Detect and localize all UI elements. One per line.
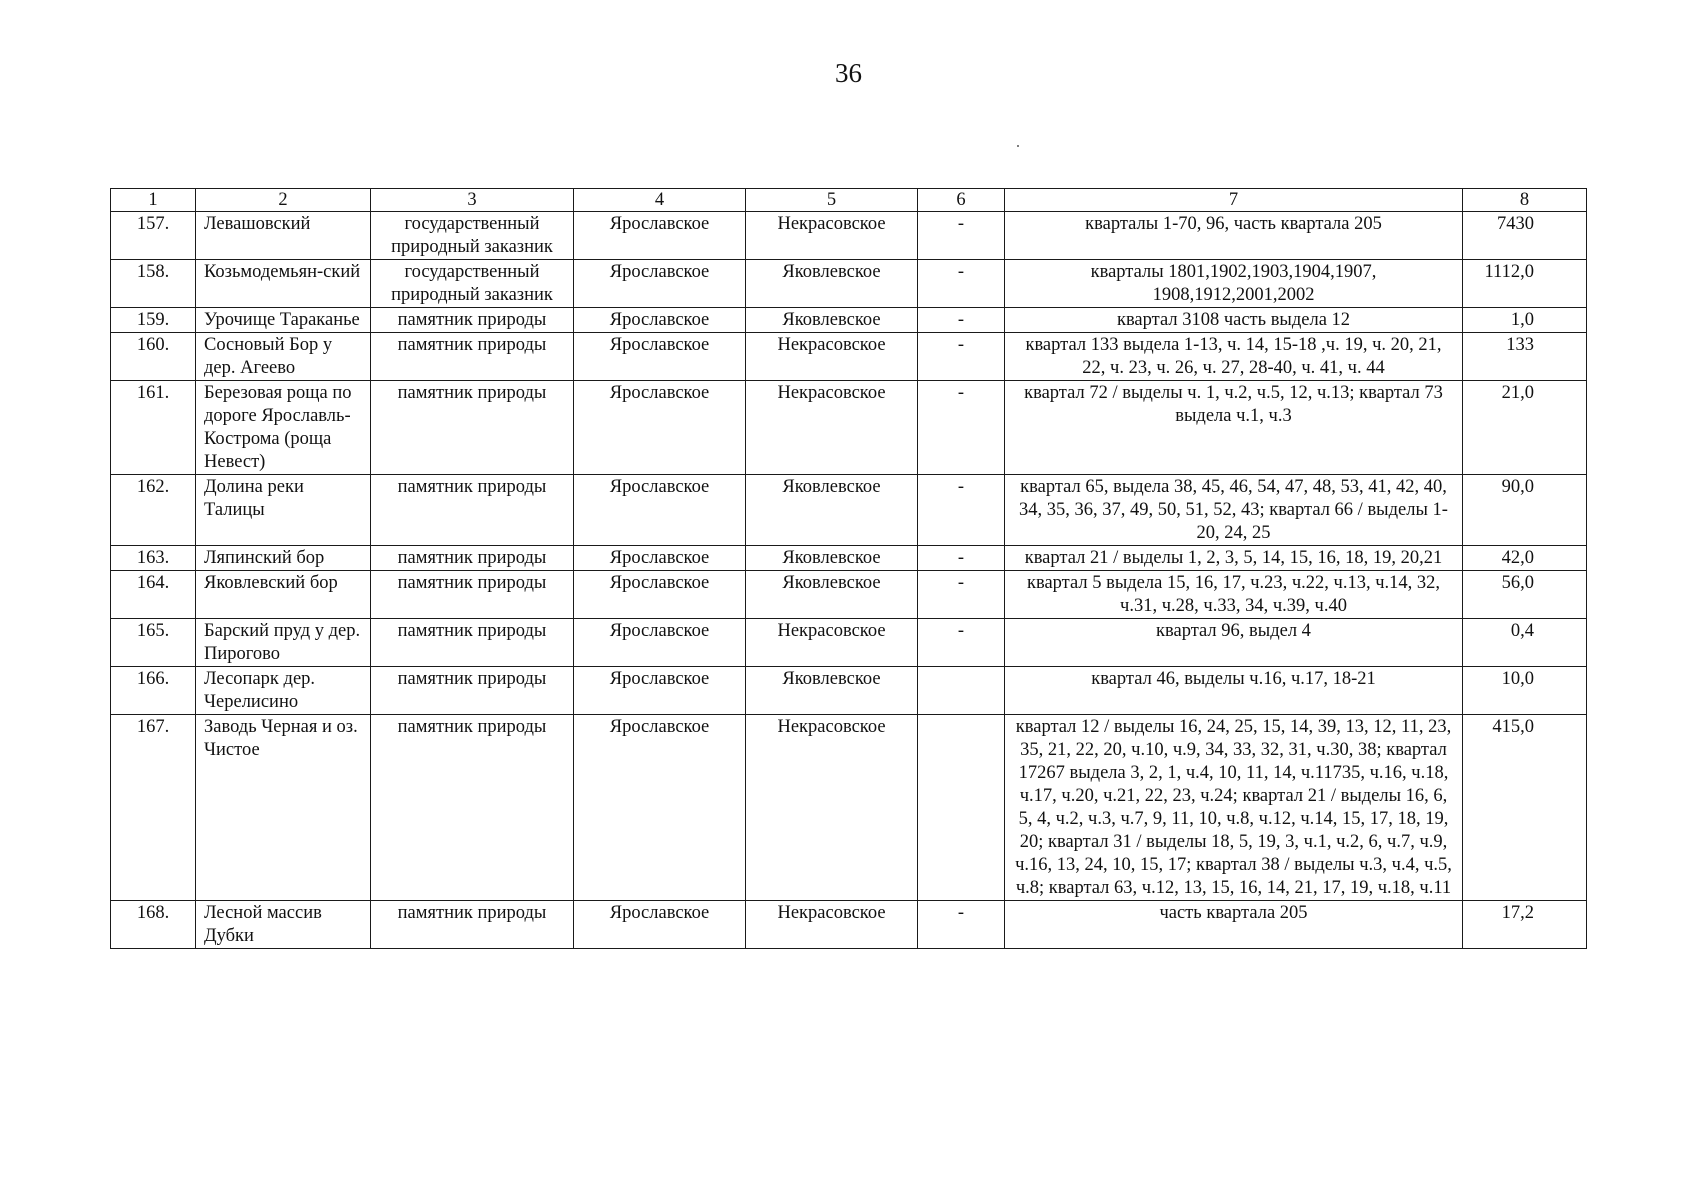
object-name: Ляпинский бор (196, 546, 371, 571)
area-value: 56,0 (1463, 571, 1587, 619)
object-category: памятник природы (371, 571, 574, 619)
forestry: Ярославское (574, 212, 746, 260)
column-6-value: - (918, 308, 1005, 333)
table-row (111, 715, 1587, 901)
table-row (111, 619, 1587, 667)
area-value: 133 (1463, 333, 1587, 381)
header-cell: 3 (371, 189, 574, 212)
row-number: 161. (111, 381, 196, 475)
row-number: 168. (111, 901, 196, 949)
object-name: Заводь Черная и оз. Чистое (196, 715, 371, 901)
forestry: Ярославское (574, 571, 746, 619)
district-forestry: Некрасовское (746, 619, 918, 667)
district-forestry: Некрасовское (746, 381, 918, 475)
district-forestry: Яковлевское (746, 260, 918, 308)
table-row (111, 546, 1587, 571)
row-number: 163. (111, 546, 196, 571)
row-number: 158. (111, 260, 196, 308)
object-category: памятник природы (371, 308, 574, 333)
column-6-value: - (918, 260, 1005, 308)
table-row (111, 667, 1587, 715)
object-category: памятник природы (371, 901, 574, 949)
location-description: квартал 72 / выделы ч. 1, ч.2, ч.5, 12, ч.13; квартал 73 выдела ч.1, ч.3 (1005, 381, 1463, 475)
area-value: 7430 (1463, 212, 1587, 260)
table-row (111, 212, 1587, 260)
column-6-value: - (918, 381, 1005, 475)
location-description: квартал 133 выдела 1-13, ч. 14, 15-18 ,ч. 19, ч. 20, 21, 22, ч. 23, ч. 26, ч. 27, 28-40, ч. 41, ч. 44 (1005, 333, 1463, 381)
scan-speck (1017, 145, 1019, 147)
column-6-value: - (918, 901, 1005, 949)
table-row (111, 333, 1587, 381)
location-description: квартал 3108 часть выдела 12 (1005, 308, 1463, 333)
header-cell: 4 (574, 189, 746, 212)
district-forestry: Некрасовское (746, 333, 918, 381)
table-row (111, 901, 1587, 949)
column-6-value (918, 715, 1005, 901)
row-number: 164. (111, 571, 196, 619)
header-cell: 1 (111, 189, 196, 212)
header-cell: 6 (918, 189, 1005, 212)
table-row (111, 475, 1587, 546)
area-value: 1112,0 (1463, 260, 1587, 308)
location-description: часть квартала 205 (1005, 901, 1463, 949)
table-row (111, 308, 1587, 333)
page-number: 36 (835, 58, 862, 88)
forestry: Ярославское (574, 901, 746, 949)
column-6-value: - (918, 546, 1005, 571)
forestry: Ярославское (574, 619, 746, 667)
forestry: Ярославское (574, 475, 746, 546)
column-6-value: - (918, 333, 1005, 381)
forestry: Ярославское (574, 308, 746, 333)
location-description: квартал 12 / выделы 16, 24, 25, 15, 14, 39, 13, 12, 11, 23, 35, 21, 22, 20, ч.10, ч.9, 34, 33, 32, 31, ч.30, 38; квартал 17267 выдела 3, 2, 1, ч.4, 10, 11, 14, ч.11735, ч.16, ч.18, ч.17, ч.20, ч.21, 22, 23, ч.24; квартал 21 / выделы 16, 6, 5, 4, ч.2, ч.3, ч.7, 9, 11, 10, ч.8, ч.12, ч.14, 15, 17, 18, 19, 20; квартал 31 / выделы 18, 5, 19, 3, ч.1, ч.2, 6, ч.7, ч.9, ч.16, 13, 24, 10, 15, 17; квартал 38 / выделы ч.3, ч.4, ч.5, ч.8; квартал 63, ч.12, 13, 15, 16, 14, 21, 17, 19, ч.18, ч.11 (1005, 715, 1463, 901)
object-name: Лесопарк дер. Черелисино (196, 667, 371, 715)
location-description: квартал 21 / выделы 1, 2, 3, 5, 14, 15, 16, 18, 19, 20,21 (1005, 546, 1463, 571)
area-value: 17,2 (1463, 901, 1587, 949)
object-name: Долина реки Талицы (196, 475, 371, 546)
object-category: памятник природы (371, 619, 574, 667)
district-forestry: Яковлевское (746, 475, 918, 546)
forestry: Ярославское (574, 260, 746, 308)
column-6-value: - (918, 212, 1005, 260)
row-number: 162. (111, 475, 196, 546)
location-description: квартал 5 выдела 15, 16, 17, ч.23, ч.22, ч.13, ч.14, 32, ч.31, ч.28, ч.33, 34, ч.39, ч.40 (1005, 571, 1463, 619)
district-forestry: Яковлевское (746, 667, 918, 715)
object-name: Левашовский (196, 212, 371, 260)
object-name: Лесной массив Дубки (196, 901, 371, 949)
district-forestry: Яковлевское (746, 571, 918, 619)
column-6-value: - (918, 571, 1005, 619)
header-cell: 7 (1005, 189, 1463, 212)
area-value: 0,4 (1463, 619, 1587, 667)
protected-areas-table (110, 188, 1587, 949)
object-category: государственный природный заказник (371, 212, 574, 260)
district-forestry: Яковлевское (746, 546, 918, 571)
object-category: памятник природы (371, 546, 574, 571)
district-forestry: Некрасовское (746, 212, 918, 260)
header-row (111, 189, 1587, 212)
object-name: Сосновый Бор у дер. Агеево (196, 333, 371, 381)
district-forestry: Яковлевское (746, 308, 918, 333)
header-cell: 5 (746, 189, 918, 212)
forestry: Ярославское (574, 667, 746, 715)
location-description: квартал 96, выдел 4 (1005, 619, 1463, 667)
object-category: памятник природы (371, 333, 574, 381)
location-description: квартал 46, выделы ч.16, ч.17, 18-21 (1005, 667, 1463, 715)
area-value: 90,0 (1463, 475, 1587, 546)
forestry: Ярославское (574, 381, 746, 475)
location-description: кварталы 1-70, 96, часть квартала 205 (1005, 212, 1463, 260)
row-number: 157. (111, 212, 196, 260)
object-category: памятник природы (371, 475, 574, 546)
column-6-value: - (918, 619, 1005, 667)
row-number: 159. (111, 308, 196, 333)
header-cell: 8 (1463, 189, 1587, 212)
row-number: 167. (111, 715, 196, 901)
object-name: Барский пруд у дер. Пирогово (196, 619, 371, 667)
column-6-value: - (918, 475, 1005, 546)
area-value: 21,0 (1463, 381, 1587, 475)
object-category: памятник природы (371, 715, 574, 901)
row-number: 166. (111, 667, 196, 715)
row-number: 160. (111, 333, 196, 381)
table-row (111, 260, 1587, 308)
area-value: 42,0 (1463, 546, 1587, 571)
area-value: 1,0 (1463, 308, 1587, 333)
object-name: Урочище Тараканье (196, 308, 371, 333)
header-cell: 2 (196, 189, 371, 212)
object-category: государственный природный заказник (371, 260, 574, 308)
forestry: Ярославское (574, 333, 746, 381)
table-row (111, 381, 1587, 475)
area-value: 10,0 (1463, 667, 1587, 715)
forestry: Ярославское (574, 546, 746, 571)
object-category: памятник природы (371, 667, 574, 715)
location-description: квартал 65, выдела 38, 45, 46, 54, 47, 48, 53, 41, 42, 40, 34, 35, 36, 37, 49, 50, 51, 52, 43; квартал 66 / выделы 1-20, 24, 25 (1005, 475, 1463, 546)
object-name: Яковлевский бор (196, 571, 371, 619)
column-6-value (918, 667, 1005, 715)
district-forestry: Некрасовское (746, 901, 918, 949)
district-forestry: Некрасовское (746, 715, 918, 901)
table-row (111, 571, 1587, 619)
object-category: памятник природы (371, 381, 574, 475)
object-name: Козьмодемьян-ский (196, 260, 371, 308)
row-number: 165. (111, 619, 196, 667)
location-description: кварталы 1801,1902,1903,1904,1907, 1908,1912,2001,2002 (1005, 260, 1463, 308)
forestry: Ярославское (574, 715, 746, 901)
object-name: Березовая роща по дороге Ярославль-Кострома (роща Невест) (196, 381, 371, 475)
area-value: 415,0 (1463, 715, 1587, 901)
